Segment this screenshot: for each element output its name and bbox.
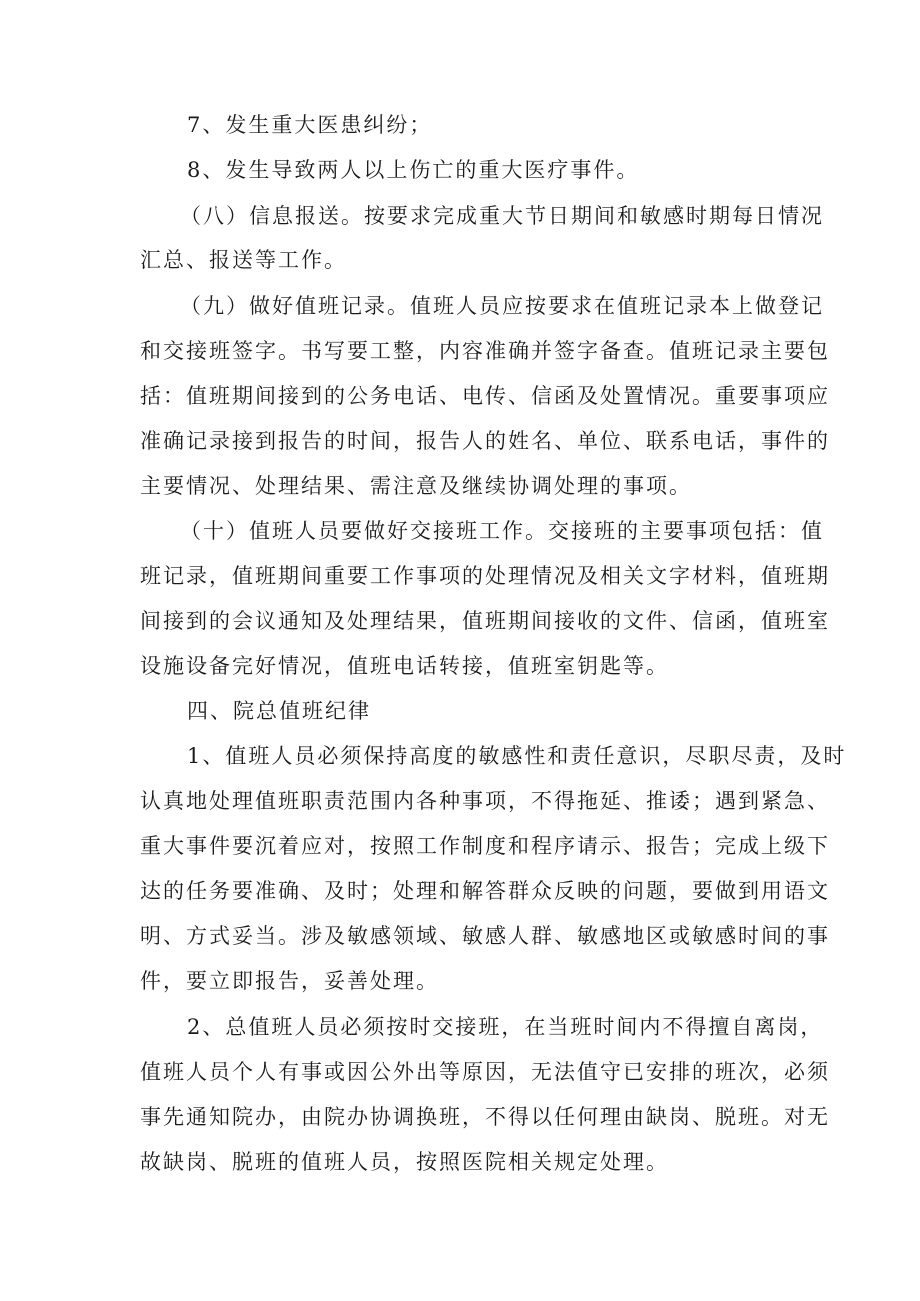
text-line: 达的任务要准确、及时；处理和解答群众反映的问题，要做到用语文: [140, 879, 830, 903]
text-line: 班记录，值班期间重要工作事项的处理情况及相关文字材料，值班期: [140, 564, 830, 588]
text-line: 故缺岗、脱班的值班人员，按照医院相关规定处理。: [140, 1150, 669, 1174]
text-line: 明、方式妥当。涉及敏感领域、敏感人群、敏感地区或敏感时间的事: [140, 924, 830, 948]
section-heading: 四、院总值班纪律: [187, 699, 371, 723]
text-line: 准确记录接到报告的时间，报告人的姓名、单位、联系电话，事件的: [140, 429, 830, 453]
text-line: （八）信息报送。按要求完成重大节日期间和敏感时期每日情况: [180, 204, 824, 228]
text-line: 8、发生导致两人以上伤亡的重大医疗事件。: [187, 158, 640, 182]
text-line: 事先通知院办，由院办协调换班，不得以任何理由缺岗、脱班。对无: [140, 1105, 830, 1129]
text-line: 件，要立即报告，妥善处理。: [140, 969, 439, 993]
text-line: （九）做好值班记录。值班人员应按要求在值班记录本上做登记: [180, 294, 824, 318]
text-line: 1、值班人员必须保持高度的敏感性和责任意识，尽职尽责，及时: [187, 744, 847, 768]
text-line: 括：值班期间接到的公务电话、电传、信函及处置情况。重要事项应: [140, 384, 830, 408]
text-line: 值班人员个人有事或因公外出等原因，无法值守已安排的班次，必须: [140, 1060, 830, 1084]
text-line: 设施设备完好情况，值班电话转接，值班室钥匙等。: [140, 654, 669, 678]
text-line: 主要情况、处理结果、需注意及继续协调处理的事项。: [140, 474, 692, 498]
text-line: 汇总、报送等工作。: [140, 248, 347, 272]
text-line: 和交接班签字。书写要工整，内容准确并签字备查。值班记录主要包: [140, 339, 830, 363]
text-line: 间接到的会议通知及处理结果，值班期间接收的文件、信函，值班室: [140, 609, 830, 633]
text-line: 2、总值班人员必须按时交接班，在当班时间内不得擅自离岗，: [187, 1015, 824, 1039]
text-line: （十）值班人员要做好交接班工作。交接班的主要事项包括：值: [180, 519, 824, 543]
text-line: 认真地处理值班职责范围内各种事项，不得拖延、推诿；遇到紧急、: [140, 789, 830, 813]
text-line: 重大事件要沉着应对，按照工作制度和程序请示、报告；完成上级下: [140, 834, 830, 858]
text-line: 7、发生重大医患纠纷；: [187, 113, 433, 137]
